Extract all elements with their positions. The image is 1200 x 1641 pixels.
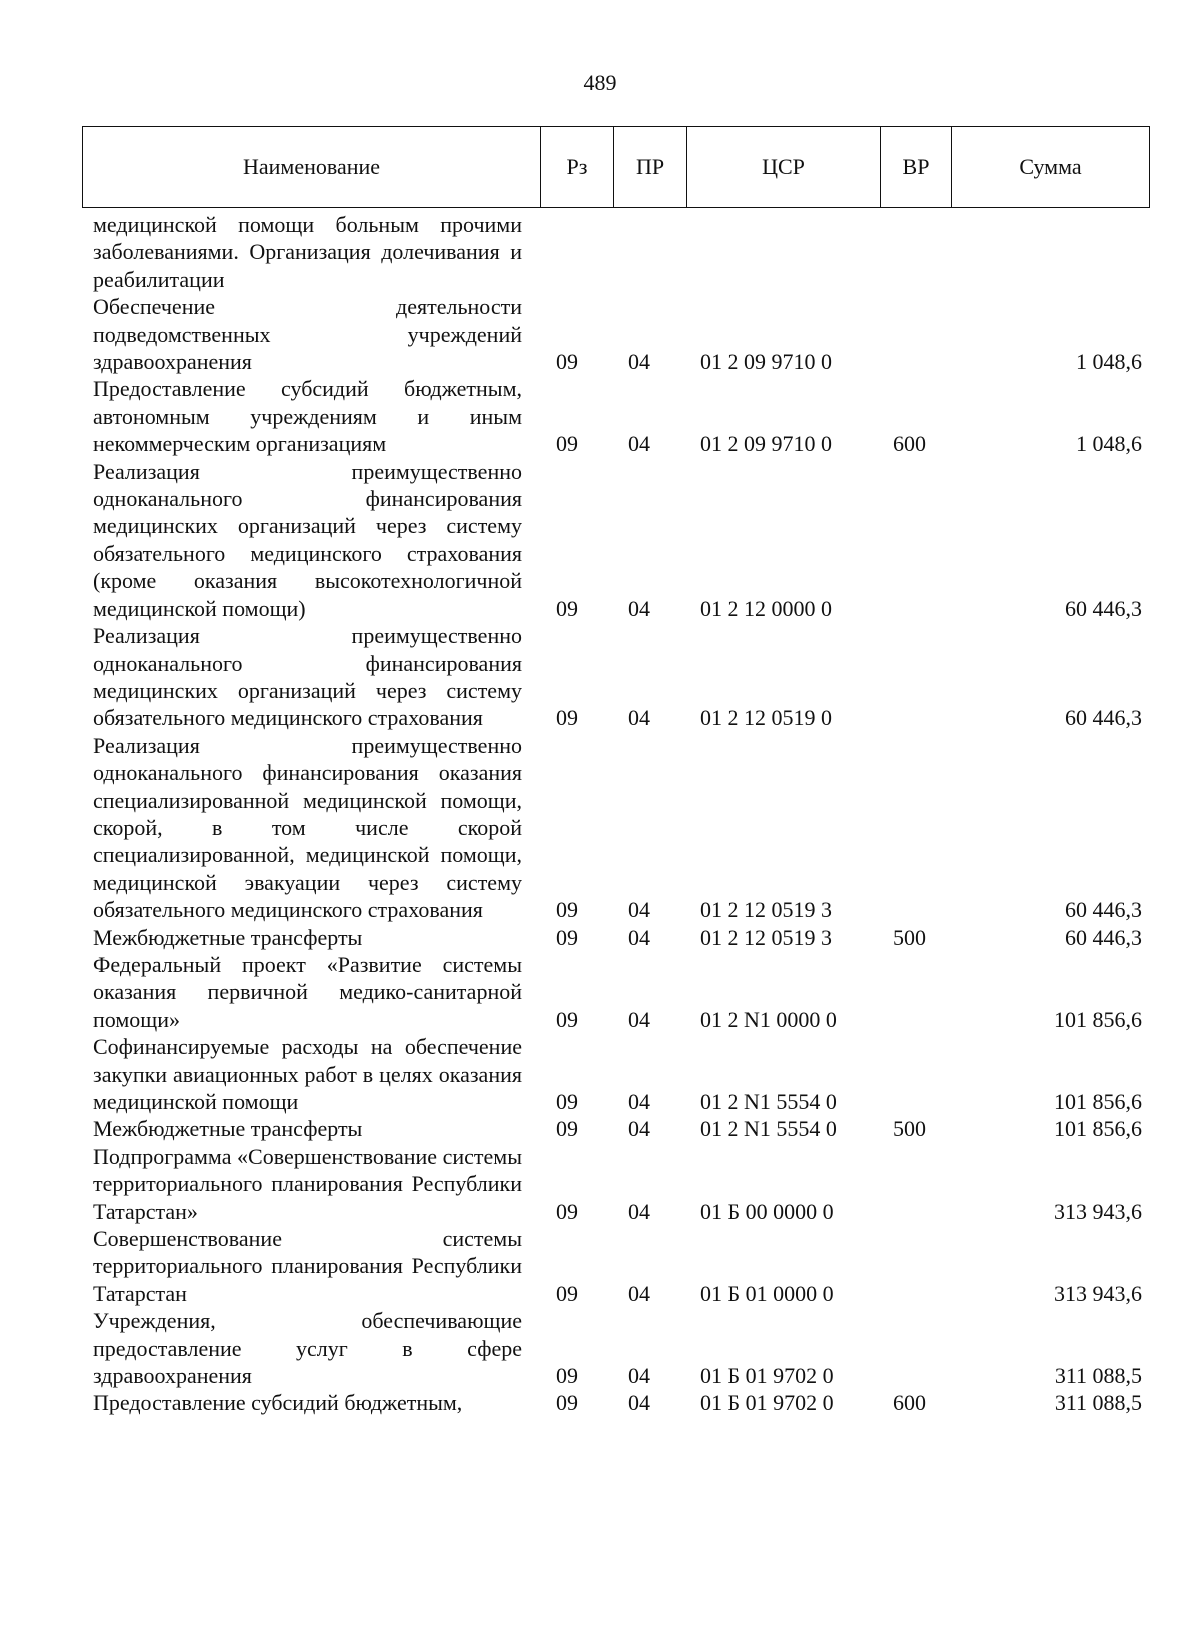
row-rz: 09: [556, 1390, 578, 1416]
row-name: Реализация преимущественно одноканального финансирования медицинских организаций через систему обязательного медицинского страхования: [93, 623, 522, 731]
table-header: [82, 126, 1150, 208]
row-pr: 04: [628, 1198, 650, 1224]
row-vr: 500: [893, 1116, 926, 1142]
header-name: Наименование: [83, 127, 541, 207]
table-row: [0, 458, 1200, 622]
row-vr: 600: [893, 1390, 926, 1416]
row-rz: 09: [556, 1116, 578, 1142]
row-csr: 01 2 12 0000 0: [700, 595, 832, 621]
table-row: [0, 1143, 1200, 1225]
row-sum: 313 943,6: [1054, 1280, 1142, 1306]
row-pr: 04: [628, 1006, 650, 1032]
row-sum: 311 088,5: [1054, 1363, 1142, 1389]
row-sum: 313 943,6: [1054, 1198, 1142, 1224]
row-rz: 09: [556, 431, 578, 457]
row-name: Реализация преимущественно одноканального финансирования медицинских организаций через систему обязательного медицинского страхования (кроме оказания высокотехнологичной медицинской помощи): [93, 458, 522, 621]
row-name: Совершенствование системы территориального планирования Республики Татарстан: [93, 1226, 522, 1306]
row-rz: 09: [556, 349, 578, 375]
row-pr: 04: [628, 1116, 650, 1142]
row-rz: 09: [556, 924, 578, 950]
header-rz: Рз: [541, 127, 614, 207]
row-csr: 01 Б 01 0000 0: [700, 1280, 834, 1306]
row-name: Межбюджетные трансферты: [93, 924, 363, 950]
row-pr: 04: [628, 1363, 650, 1389]
row-vr: 600: [893, 431, 926, 457]
page-number: 489: [583, 70, 617, 95]
row-rz: 09: [556, 595, 578, 621]
row-pr: 04: [628, 349, 650, 375]
row-sum: 1 048,6: [1076, 349, 1142, 375]
table-body: [0, 211, 1200, 1417]
table-row: [0, 1033, 1200, 1115]
header-pr: ПР: [614, 127, 687, 207]
row-name: Реализация преимущественно одноканального финансирования оказания специализированной медицинской помощи, скорой, в том числе скорой специализированной, медицинской помощи, медицинской эвакуации через систему обязательного медицинского страхования: [93, 732, 522, 923]
row-name: Предоставление субсидий бюджетным,: [93, 1390, 463, 1416]
row-rz: 09: [556, 1006, 578, 1032]
row-rz: 09: [556, 1363, 578, 1389]
table-row: [0, 211, 1200, 293]
row-sum: 60 446,3: [1065, 924, 1142, 950]
table-row: [0, 622, 1200, 732]
row-csr: 01 2 N1 5554 0: [700, 1116, 837, 1142]
table-row: [0, 1225, 1200, 1307]
row-csr: 01 2 12 0519 3: [700, 924, 832, 950]
row-rz: 09: [556, 705, 578, 731]
row-sum: 101 856,6: [1054, 1116, 1142, 1142]
row-name: Софинансируемые расходы на обеспечение закупки авиационных работ в целях оказания медицинской помощи: [93, 1034, 522, 1114]
row-pr: 04: [628, 1390, 650, 1416]
table-row: [0, 1389, 1200, 1416]
row-csr: 01 2 12 0519 3: [700, 897, 832, 923]
row-sum: 101 856,6: [1054, 1006, 1142, 1032]
table-row: [0, 951, 1200, 1033]
row-name: Федеральный проект «Развитие системы оказания первичной медико-санитарной помощи»: [93, 951, 522, 1032]
row-pr: 04: [628, 705, 650, 731]
header-sum: Сумма: [1019, 154, 1082, 179]
row-pr: 04: [628, 595, 650, 621]
row-name: Подпрограмма «Совершенствование системы территориального планирования Республики Татарстан»: [93, 1143, 522, 1224]
table-row: [0, 375, 1200, 457]
row-sum: 311 088,5: [1054, 1390, 1142, 1416]
row-sum: 1 048,6: [1076, 431, 1142, 457]
row-name: Межбюджетные трансферты: [93, 1116, 363, 1142]
table-row: [0, 293, 1200, 375]
row-rz: 09: [556, 1089, 578, 1114]
row-rz: 09: [556, 897, 578, 923]
row-csr: 01 2 09 9710 0: [700, 431, 832, 457]
row-pr: 04: [628, 897, 650, 923]
table-row: [0, 924, 1200, 951]
row-csr: 01 2 N1 5554 0: [700, 1089, 837, 1114]
row-rz: 09: [556, 1198, 578, 1224]
row-csr: 01 Б 00 0000 0: [700, 1198, 834, 1224]
header-csr: ЦСР: [687, 127, 881, 207]
row-sum: 60 446,3: [1065, 897, 1142, 923]
row-pr: 04: [628, 1280, 650, 1306]
table-row: [0, 1115, 1200, 1142]
row-name: медицинской помощи больным прочими заболеваниями. Организация долечивания и реабилитации: [93, 212, 522, 292]
table-row: [0, 1307, 1200, 1389]
row-pr: 04: [628, 924, 650, 950]
row-name: Обеспечение деятельности подведомственных учреждений здравоохранения: [93, 294, 522, 375]
row-pr: 04: [628, 431, 650, 457]
row-name: Учреждения, обеспечивающие предоставление услуг в сфере здравоохранения: [93, 1308, 522, 1389]
row-csr: 01 Б 01 9702 0: [700, 1363, 834, 1389]
row-csr: 01 2 N1 0000 0: [700, 1006, 837, 1032]
header-vr: ВР: [881, 127, 952, 207]
row-csr: 01 2 09 9710 0: [700, 349, 832, 375]
row-vr: 500: [893, 924, 926, 950]
row-sum: 60 446,3: [1065, 705, 1142, 731]
row-rz: 09: [556, 1280, 578, 1306]
row-name: Предоставление субсидий бюджетным, автономным учреждениям и иным некоммерческим организациям: [93, 376, 522, 457]
row-pr: 04: [628, 1089, 650, 1114]
row-csr: 01 Б 01 9702 0: [700, 1390, 834, 1416]
row-csr: 01 2 12 0519 0: [700, 705, 832, 731]
row-sum: 60 446,3: [1065, 595, 1142, 621]
row-sum: 101 856,6: [1054, 1089, 1142, 1114]
table-row: [0, 732, 1200, 924]
